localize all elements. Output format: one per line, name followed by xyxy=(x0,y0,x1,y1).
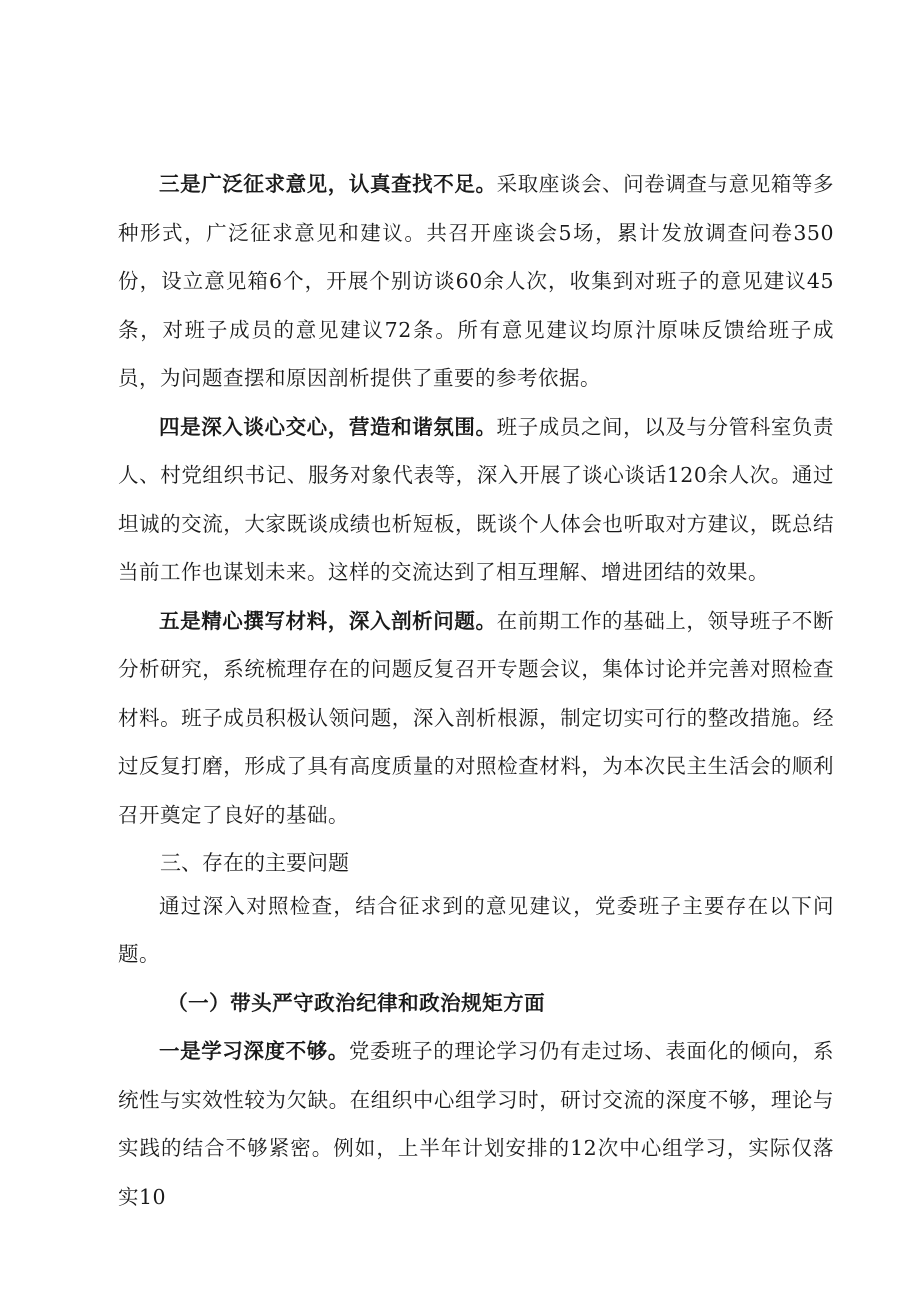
section-heading: 三、存在的主要问题 xyxy=(160,851,349,875)
paragraph-text: 采取座谈会、问卷调查与意见箱等多种形式，广泛征求意见和建议。共召开座谈会5场，累计发放调查问卷350份，设立意见箱6个，开展个别访谈60余人次，收集到对班子的意见建议45条，对班子成员的意见建议72条。所有意见建议均原汁原味反馈给班子成员，为问题查摆和原因剖析提供了重要的参考依据。 xyxy=(118,172,835,390)
paragraph-writing-materials xyxy=(118,597,834,840)
paragraph-text: 在前期工作的基础上，领导班子不断分析研究，系统梳理存在的问题反复召开专题会议，集体讨论并完善对照检查材料。班子成员积极认领问题，深入剖析根源，制定切实可行的整改措施。经过反复打磨，形成了具有高度质量的对照检查材料，为本次民主生活会的顺利召开奠定了良好的基础。 xyxy=(118,608,835,827)
section-intro: 通过深入对照检查，结合征求到的意见建议，党委班子主要存在以下问题。 xyxy=(118,893,834,966)
paragraph-heart-to-heart xyxy=(118,403,834,597)
paragraph-solicit-opinions xyxy=(118,160,834,403)
paragraph-lead: 三是广泛征求意见，认真查找不足。 xyxy=(159,172,497,196)
sub-heading: （一）带头严守政治纪律和政治规矩方面 xyxy=(167,990,546,1015)
paragraph-text: 班子成员之间，以及与分管科室负责人、村党组织书记、服务对象代表等，深入开展了谈心谈话120余人次。通过坦诚的交流，大家既谈成绩也析短板，既谈个人体会也听取对方建议，既总结当前工作也谋划未来。这样的交流达到了相互理解、增进团结的效果。 xyxy=(118,414,835,584)
paragraph-text: 党委班子的理论学习仍有走过场、表面化的倾向，系统性与实效性较为欠缺。在组织中心组学习时，研讨交流的深度不够，理论与实践的结合不够紧密。例如，上半年计划安排的12次中心组学习，实际仅落实10 xyxy=(118,1039,835,1209)
paragraph-lead: 一是学习深度不够。 xyxy=(159,1039,349,1063)
paragraph-lead: 四是深入谈心交心，营造和谐氛围。 xyxy=(159,414,497,439)
paragraph-study-depth xyxy=(118,1027,834,1221)
paragraph-lead: 五是精心撰写材料，深入剖析问题。 xyxy=(159,608,497,633)
document-body xyxy=(118,160,834,1221)
